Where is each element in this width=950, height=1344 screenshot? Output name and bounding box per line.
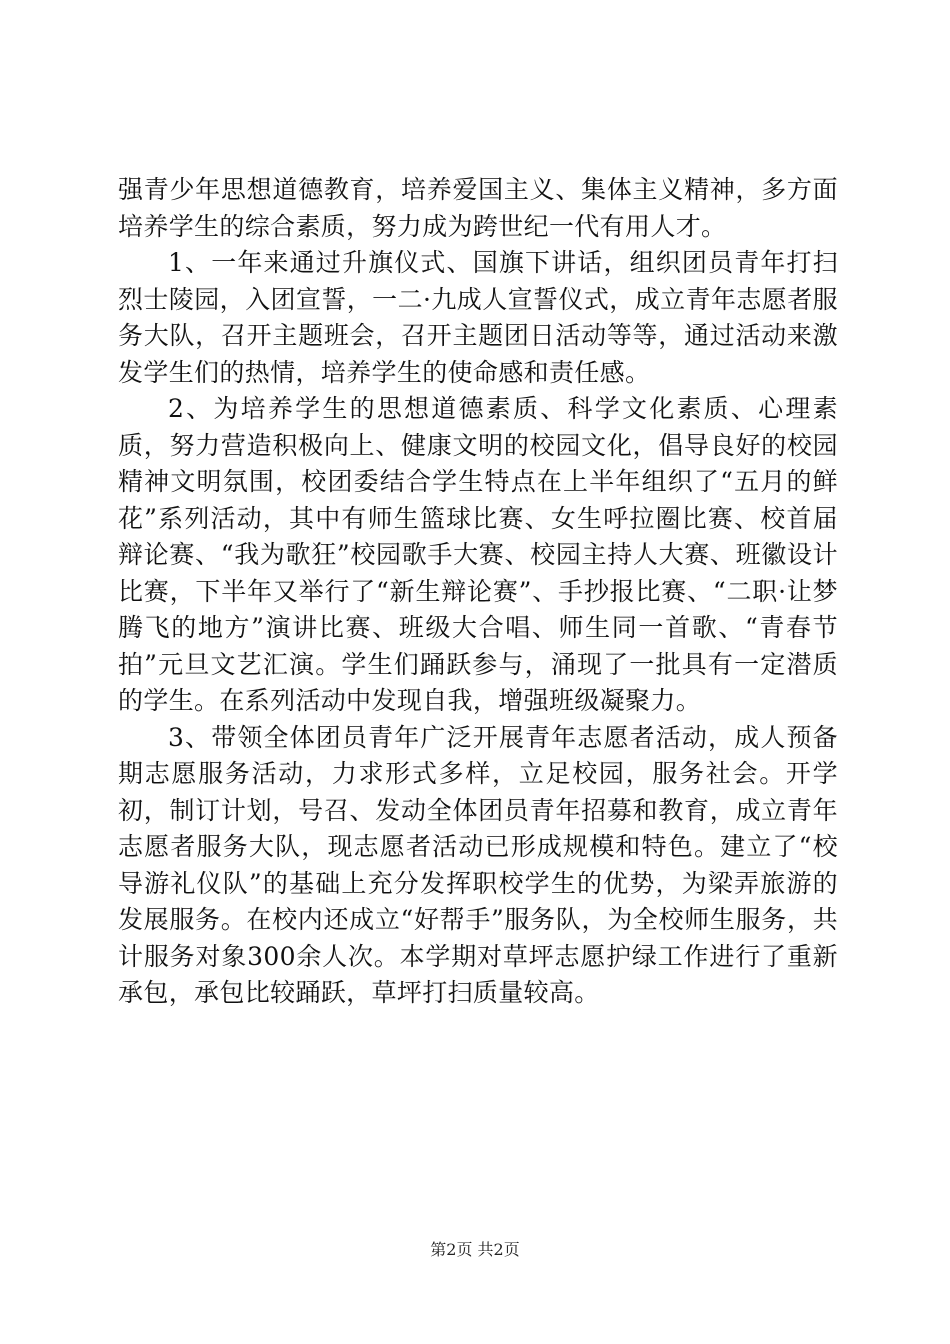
paragraph-item-1: 1、一年来通过升旗仪式、国旗下讲话，组织团员青年打扫烈士陵园，入团宣誓，一二·九成人宣誓仪式，成立青年志愿者服务大队，召开主题班会，召开主题团日活动等等，通过活动来激发学生们的热情，培养学生的使命感和责任感。 xyxy=(118,248,838,387)
document-body xyxy=(118,172,838,1012)
page-number-footer: 第2页 共2页 xyxy=(430,1240,520,1259)
paragraph-intro-continuation: 强青少年思想道德教育，培养爱国主义、集体主义精神，多方面培养学生的综合素质，努力成为跨世纪一代有用人才。 xyxy=(118,175,838,241)
paragraph-item-3: 3、带领全体团员青年广泛开展青年志愿者活动，成人预备期志愿服务活动，力求形式多样，立足校园，服务社会。开学初，制订计划，号召、发动全体团员青年招募和教育，成立青年志愿者服务大队，现志愿者活动已形成规模和特色。建立了“校导游礼仪队”的基础上充分发挥职校学生的优势，为梁弄旅游的发展服务。在校内还成立“好帮手”服务队，为全校师生服务，共计服务对象300余人次。本学期对草坪志愿护绿工作进行了重新承包，承包比较踊跃，草坪打扫质量较高。 xyxy=(118,722,838,1007)
paragraph-item-2: 2、为培养学生的思想道德素质、科学文化素质、心理素质，努力营造积极向上、健康文明的校园文化，倡导良好的校园精神文明氛围，校团委结合学生特点在上半年组织了“五月的鲜花”系列活动，其中有师生篮球比赛、女生呼拉圈比赛、校首届辩论赛、“我为歌狂”校园歌手大赛、校园主持人大赛、班徽设计比赛，下半年又举行了“新生辩论赛”、手抄报比赛、“二职·让梦腾飞的地方”演讲比赛、班级大合唱、师生同一首歌、“青春节拍”元旦文艺汇演。学生们踊跃参与，涌现了一批具有一定潜质的学生。在系列活动中发现自我，增强班级凝聚力。 xyxy=(118,394,838,715)
